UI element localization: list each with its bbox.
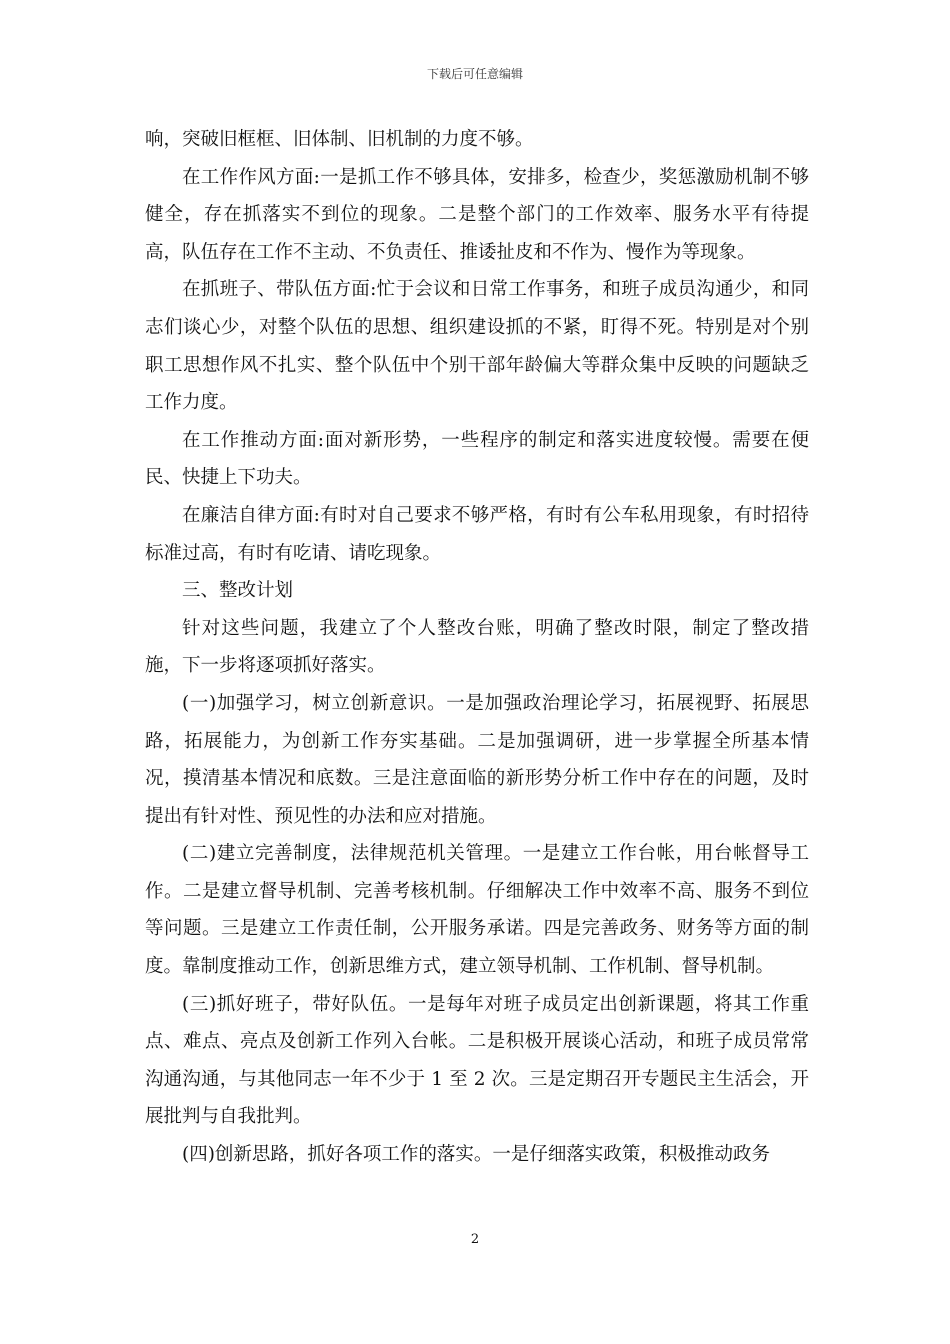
page-header: 下载后可任意编辑 <box>426 67 523 81</box>
paragraph-continuation: 响，突破旧框框、旧体制、旧机制的力度不够。 <box>145 129 534 150</box>
document-body <box>145 121 809 1174</box>
paragraph-item-2: (二)建立完善制度，法律规范机关管理。一是建立工作台帐，用台帐督导工作。二是建立督导机制、完善考核机制。仔细解决工作中效率不高、服务不到位等问题。三是建立工作责任制，公开服务承诺。四是完善政务、财务等方面的制度。靠制度推动工作，创新思维方式，建立领导机制、工作机制、督导机制。 <box>145 843 809 978</box>
paragraph-self-discipline: 在廉洁自律方面:有时对自己要求不够严格，有时有公车私用现象，有时招待标准过高，有时有吃请、请吃现象。 <box>145 504 809 564</box>
section-heading-rectification-plan: 三、整改计划 <box>182 580 294 602</box>
paragraph-work-promotion: 在工作推动方面:面对新形势，一些程序的制定和落实进度较慢。需要在便民、快捷上下功夫。 <box>145 429 809 489</box>
paragraph-plan-intro: 针对这些问题，我建立了个人整改台账，明确了整改时限，制定了整改措施，下一步将逐项抓好落实。 <box>145 617 809 677</box>
paragraph-item-3: (三)抓好班子，带好队伍。一是每年对班子成员定出创新课题，将其工作重点、难点、亮点及创新工作列入台帐。二是积极开展谈心活动，和班子成员常常沟通沟通，与其他同志一年不少于 1 至 2 次。三是定期召开专题民主生活会，开展批判与自我批判。 <box>145 993 809 1128</box>
paragraph-item-4: (四)创新思路，抓好各项工作的落实。一是仔细落实政策，积极推动政务 <box>182 1144 770 1166</box>
page-number: 2 <box>470 1232 480 1247</box>
paragraph-work-style: 在工作作风方面:一是抓工作不够具体，安排多，检查少，奖惩激励机制不够健全，存在抓落实不到位的现象。二是整个部门的工作效率、服务水平有待提高，队伍存在工作不主动、不负责任、推诿扯皮和不作为、慢作为等现象。 <box>145 166 809 263</box>
paragraph-item-1: (一)加强学习，树立创新意识。一是加强政治理论学习，拓展视野、拓展思路，拓展能力，为创新工作夯实基础。二是加强调研，进一步掌握全所基本情况，摸清基本情况和底数。三是注意面临的新形势分析工作中存在的问题，及时提出有针对性、预见性的办法和应对措施。 <box>145 692 809 827</box>
paragraph-team-building: 在抓班子、带队伍方面:忙于会议和日常工作事务，和班子成员沟通少，和同志们谈心少，对整个队伍的思想、组织建设抓的不紧，盯得不死。特别是对个别职工思想作风不扎实、整个队伍中个别干部年龄偏大等群众集中反映的问题缺乏工作力度。 <box>145 279 809 414</box>
